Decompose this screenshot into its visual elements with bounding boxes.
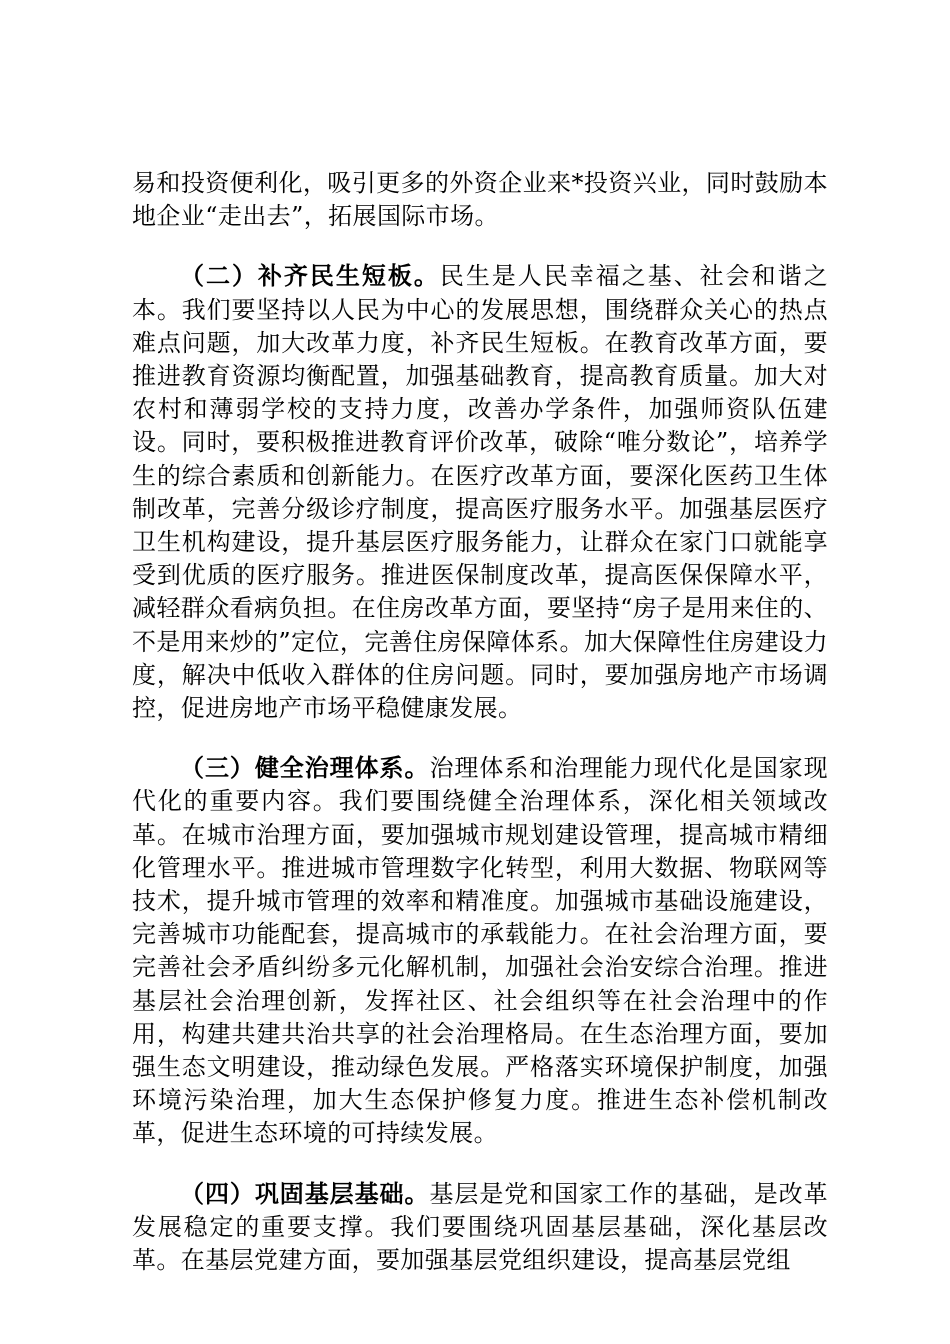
- section-heading: （二）补齐民生短板。: [180, 261, 440, 291]
- paragraph-gap: [132, 725, 828, 751]
- section-heading: （三）健全治理体系。: [180, 753, 430, 783]
- paragraph-grassroots: [132, 1177, 828, 1278]
- document-page: [132, 167, 828, 1277]
- paragraph-text: 治理体系和治理能力现代化是国家现代化的重要内容。我们要围绕健全治理体系，深化相关领域改革。在城市治理方面，要加强城市规划建设管理，提高城市精细化管理水平。推进城市管理数字化转型，利用大数据、物联网等技术，提升城市管理的效率和精准度。加强城市基础设施建设，完善城市功能配套，提高城市的承载能力。在社会治理方面，要完善社会矛盾纠纷多元化解机制，加强社会治安综合治理。推进基层社会治理创新，发挥社区、社会组织等在社会治理中的作用，构建共建共治共享的社会治理格局。在生态治理方面，要加强生态文明建设，推动绿色发展。严格落实环境保护制度，加强环境污染治理，加大生态保护修复力度。推进生态补偿机制改革，促进生态环境的可持续发展。: [132, 754, 828, 1148]
- paragraph-text: 易和投资便利化，吸引更多的外资企业来*投资兴业，同时鼓励本地企业“走出去”，拓展国际市场。: [132, 169, 828, 231]
- paragraph-governance: [132, 751, 828, 1150]
- paragraph-gap: [132, 1151, 828, 1177]
- section-heading: （四）巩固基层基础。: [180, 1178, 430, 1208]
- paragraph-gap: [132, 233, 828, 259]
- paragraph-text: 民生是人民幸福之基、社会和谐之本。我们要坚持以人民为中心的发展思想，围绕群众关心的热点难点问题，加大改革力度，补齐民生短板。在教育改革方面，要推进教育资源均衡配置，加强基础教育，提高教育质量。加大对农村和薄弱学校的支持力度，改善办学条件，加强师资队伍建设。同时，要积极推进教育评价改革，破除“唯分数论”，培养学生的综合素质和创新能力。在医疗改革方面，要深化医药卫生体制改革，完善分级诊疗制度，提高医疗服务水平。加强基层医疗卫生机构建设，提升基层医疗服务能力，让群众在家门口就能享受到优质的医疗服务。推进医保制度改革，提高医保保障水平，减轻群众看病负担。在住房改革方面，要坚持“房子是用来住的、不是用来炒的”定位，完善住房保障体系。加大保障性住房建设力度，解决中低收入群体的住房问题。同时，要加强房地产市场调控，促进房地产市场平稳健康发展。: [132, 262, 829, 723]
- paragraph-text: 基层是党和国家工作的基础，是改革发展稳定的重要支撑。我们要围绕巩固基层基础，深化基层改革。在基层党建方面，要加强基层党组织建设，提高基层党组: [132, 1179, 828, 1275]
- paragraph-continuation: [132, 167, 828, 233]
- paragraph-livelihood: [132, 259, 828, 725]
